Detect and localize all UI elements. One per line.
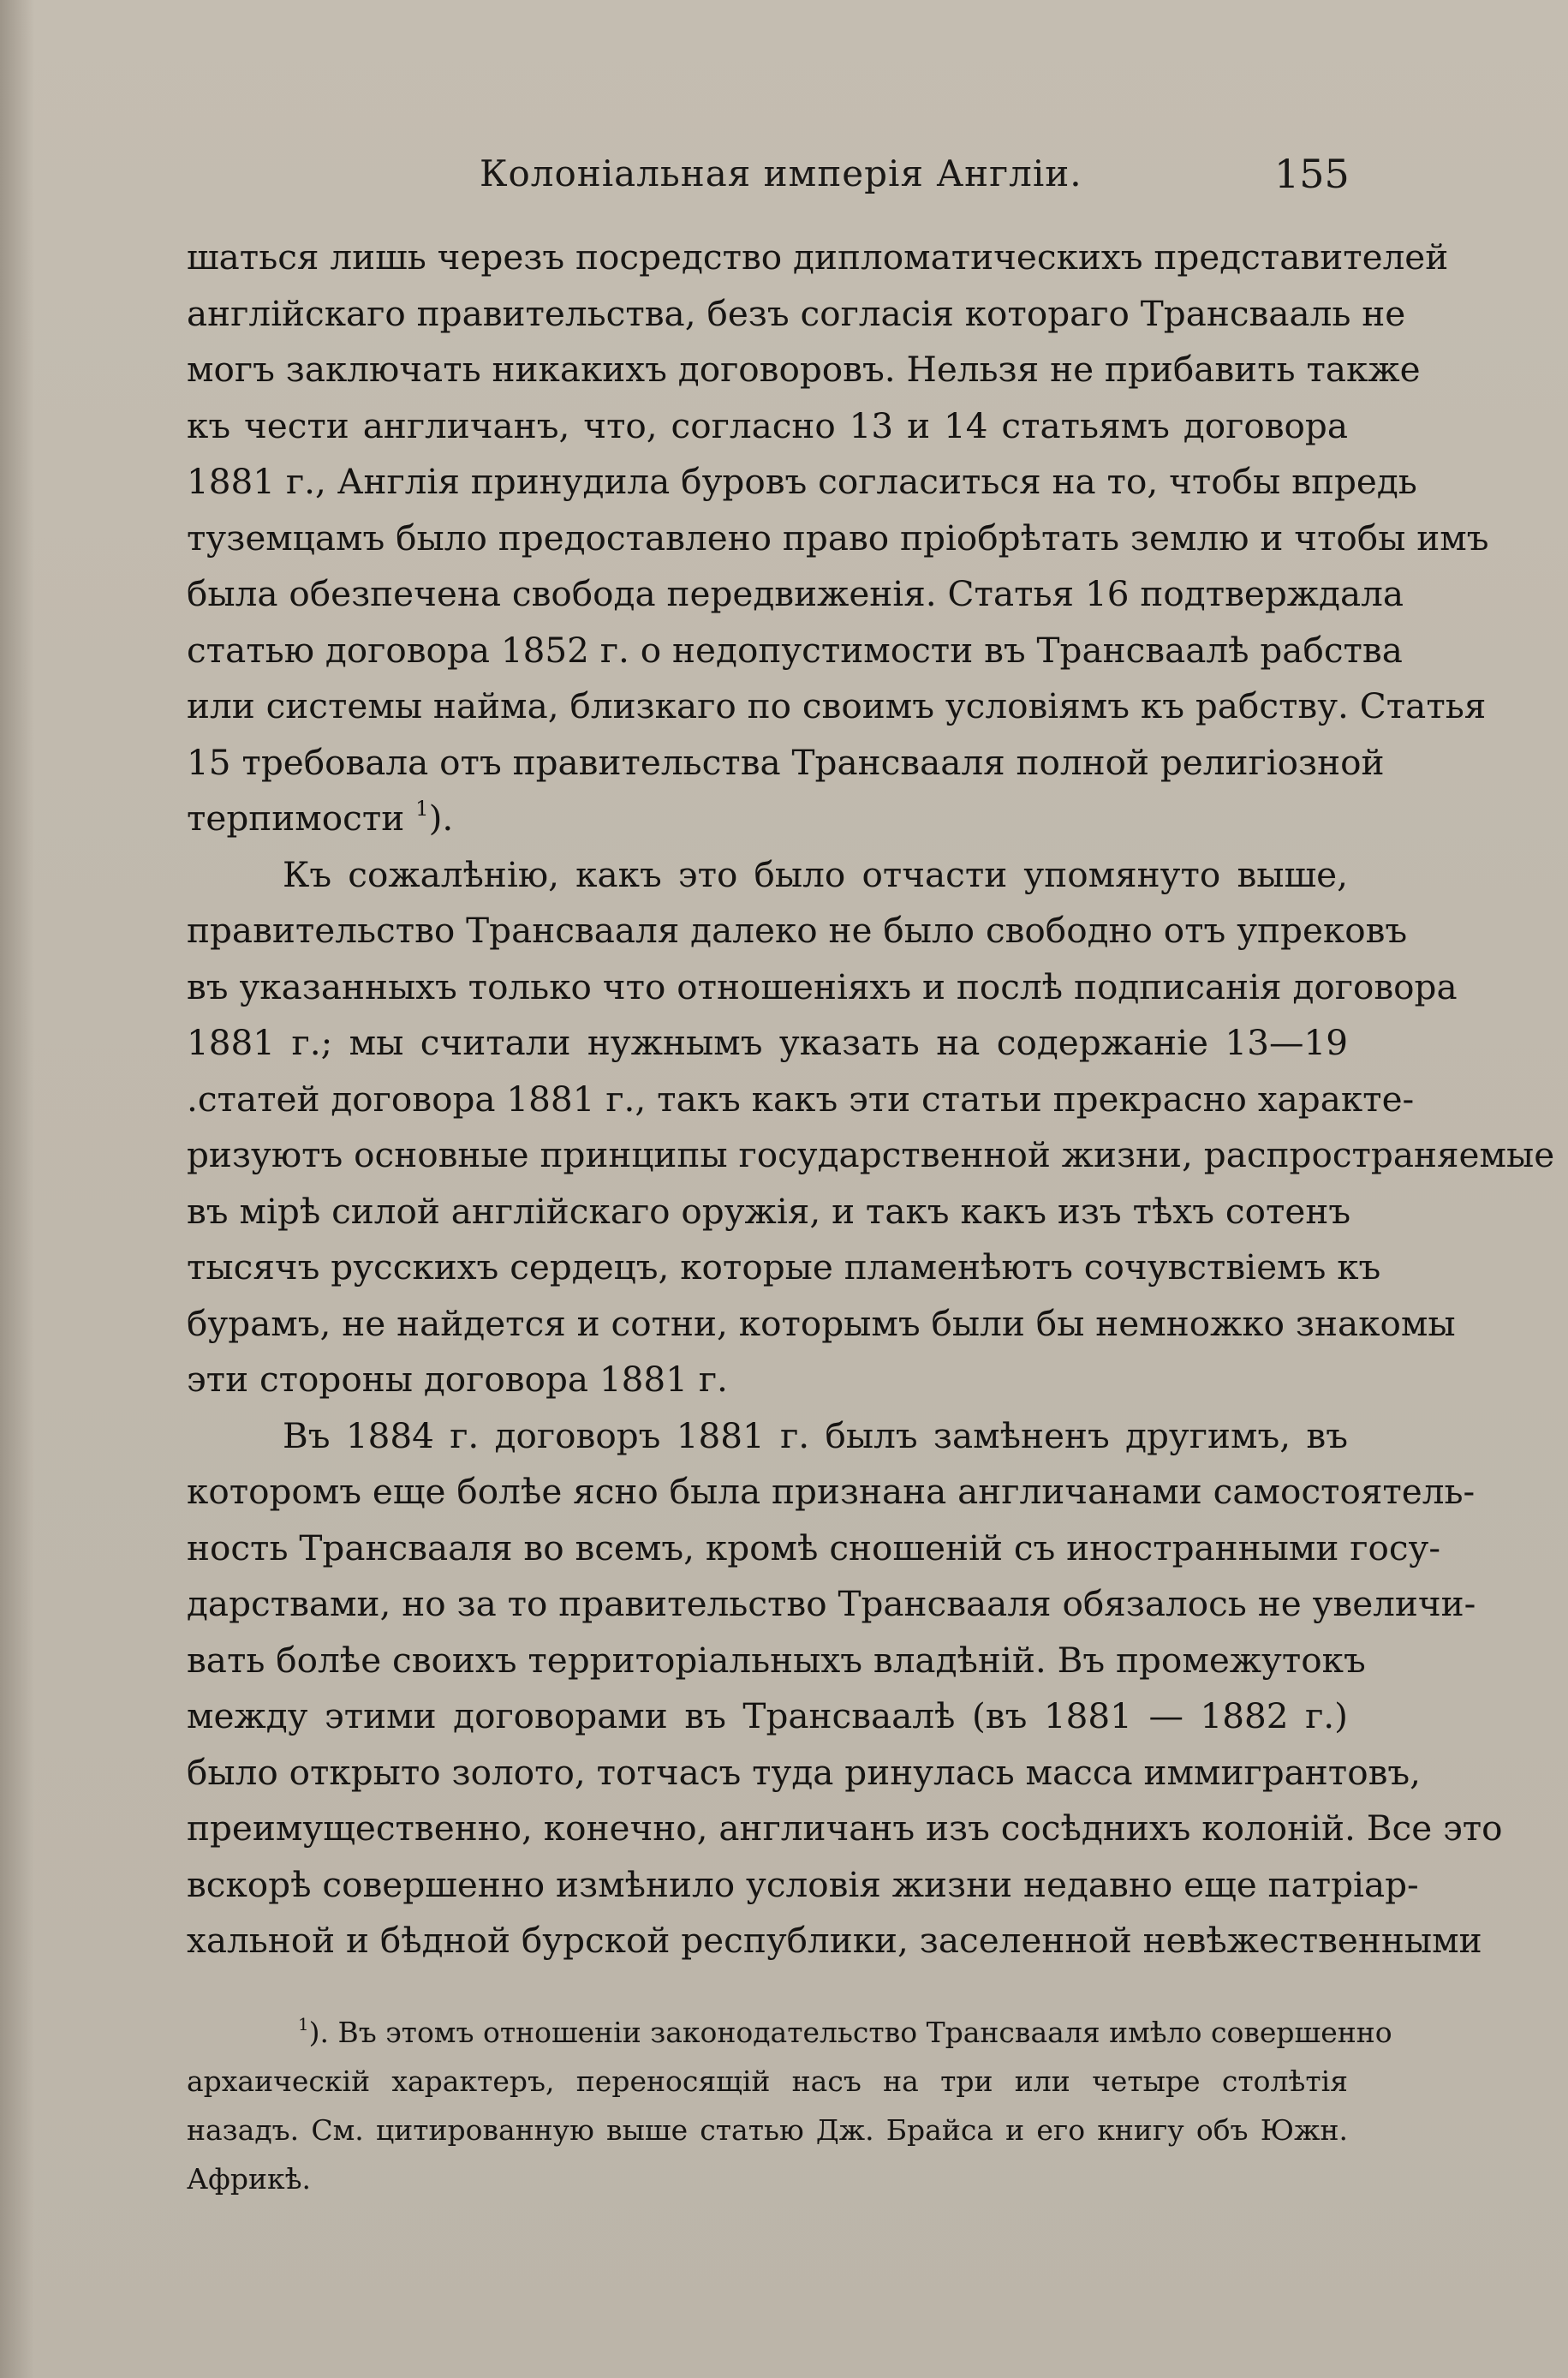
- footnote-marker: 1: [298, 2015, 309, 2035]
- body-text: [187, 230, 1555, 1969]
- footnote-reference: 1: [415, 796, 429, 821]
- footnote-line-first: [187, 2008, 1392, 2057]
- text-line-indent: Къ сожалѣнію, какъ это было отчасти упомянуто выше,: [283, 853, 1348, 895]
- footnote: [187, 2008, 1392, 2203]
- footnote-marker-suffix: ).: [308, 2016, 329, 2049]
- text-line: вскорѣ совершенно измѣнило условія жизни недавно еще патріар-: [187, 1863, 1419, 1905]
- text-line: хальной и бѣдной бурской республики, заселенной невѣжественными: [187, 1920, 1482, 1961]
- text-line: могъ заключать никакихъ договоровъ. Нельзя не прибавить также: [187, 349, 1421, 390]
- text-line-indent: Въ 1884 г. договоръ 1881 г. былъ замѣненъ другимъ, въ: [283, 1414, 1348, 1456]
- page-number: 155: [1274, 151, 1350, 197]
- text-line: была обезпечена свобода передвиженія. Статья 16 подтверждала: [187, 573, 1404, 614]
- footnote-text: Въ этомъ отношеніи законодательство Трансвааля имѣло совершенно: [337, 2016, 1392, 2049]
- text-line: дарствами, но за то правительство Трансвааля обязалось не увеличи-: [187, 1583, 1476, 1624]
- text-line: ризуютъ основные принципы государственной жизни, распространяемые: [187, 1134, 1555, 1175]
- text-line: ность Трансвааля во всемъ, кромѣ сношеній съ иностранными госу-: [187, 1527, 1441, 1568]
- text-line: тысячъ русскихъ сердецъ, которые пламенѣютъ сочувствіемъ къ: [187, 1246, 1381, 1288]
- text-line: 1881 г., Англія принудила буровъ согласиться на то, чтобы впредь: [187, 461, 1417, 502]
- text-line: вать болѣе своихъ территоріальныхъ владѣній. Въ промежутокъ: [187, 1639, 1366, 1681]
- text-line: 1881 г.; мы считали нужнымъ указать на содержаніе 13—19: [187, 1022, 1348, 1063]
- text-line: или системы найма, близкаго по своимъ условіямъ къ рабству. Статья: [187, 685, 1487, 726]
- running-head: Колоніальная имперія Англіи.: [480, 152, 1082, 194]
- text-line: было открыто золото, тотчасъ туда ринулась масса иммигрантовъ,: [187, 1751, 1422, 1793]
- text-line: въ указанныхъ только что отношеніяхъ и послѣ подписанія договора: [187, 965, 1458, 1007]
- text-line: между этими договорами въ Трансваалѣ (въ 1881 — 1882 г.): [187, 1695, 1348, 1736]
- text-line: въ мірѣ силой англійскаго оружія, и такъ какъ изъ тѣхъ сотенъ: [187, 1190, 1351, 1232]
- text-fragment: терпимости: [187, 798, 405, 839]
- footnote-line: назадъ. См. цитированную выше статью Дж. Брайса и его книгу объ Южн.: [187, 2113, 1348, 2147]
- text-line: статью договора 1852 г. о недопустимости въ Трансваалѣ рабства: [187, 629, 1403, 671]
- text-line-last: [187, 791, 1348, 847]
- text-line: бурамъ, не найдется и сотни, которымъ были бы немножко знакомы: [187, 1302, 1456, 1344]
- text-line: правительство Трансвааля далеко не было свободно отъ упрековъ: [187, 910, 1408, 951]
- text-line: которомъ еще болѣе ясно была признана англичанами самостоятель-: [187, 1471, 1476, 1512]
- text-line: шаться лишь черезъ посредство дипломатическихъ представителей: [187, 236, 1449, 278]
- text-line-last: эти стороны договора 1881 г.: [187, 1359, 728, 1400]
- text-line: къ чести англичанъ, что, согласно 13 и 14 статьямъ договора: [187, 404, 1348, 446]
- text-line: преимущественно, конечно, англичанъ изъ сосѣднихъ колоній. Все это: [187, 1807, 1503, 1849]
- footnote-line-last: Африкѣ.: [187, 2162, 311, 2196]
- footnote-reference-suffix: ).: [428, 798, 454, 839]
- page-header: [0, 146, 1568, 206]
- text-line: англійскаго правительства, безъ согласія котораго Трансвааль не: [187, 292, 1406, 334]
- text-line: .статей договора 1881 г., такъ какъ эти статьи прекрасно характе-: [187, 1078, 1415, 1120]
- text-line: туземцамъ было предоставлено право пріобрѣтать землю и чтобы имъ: [187, 517, 1489, 559]
- text-line: 15 требовала отъ правительства Трансвааля полной религіозной: [187, 741, 1385, 783]
- footnote-line: архаическій характеръ, переносящій насъ на три или четыре столѣтія: [187, 2064, 1348, 2098]
